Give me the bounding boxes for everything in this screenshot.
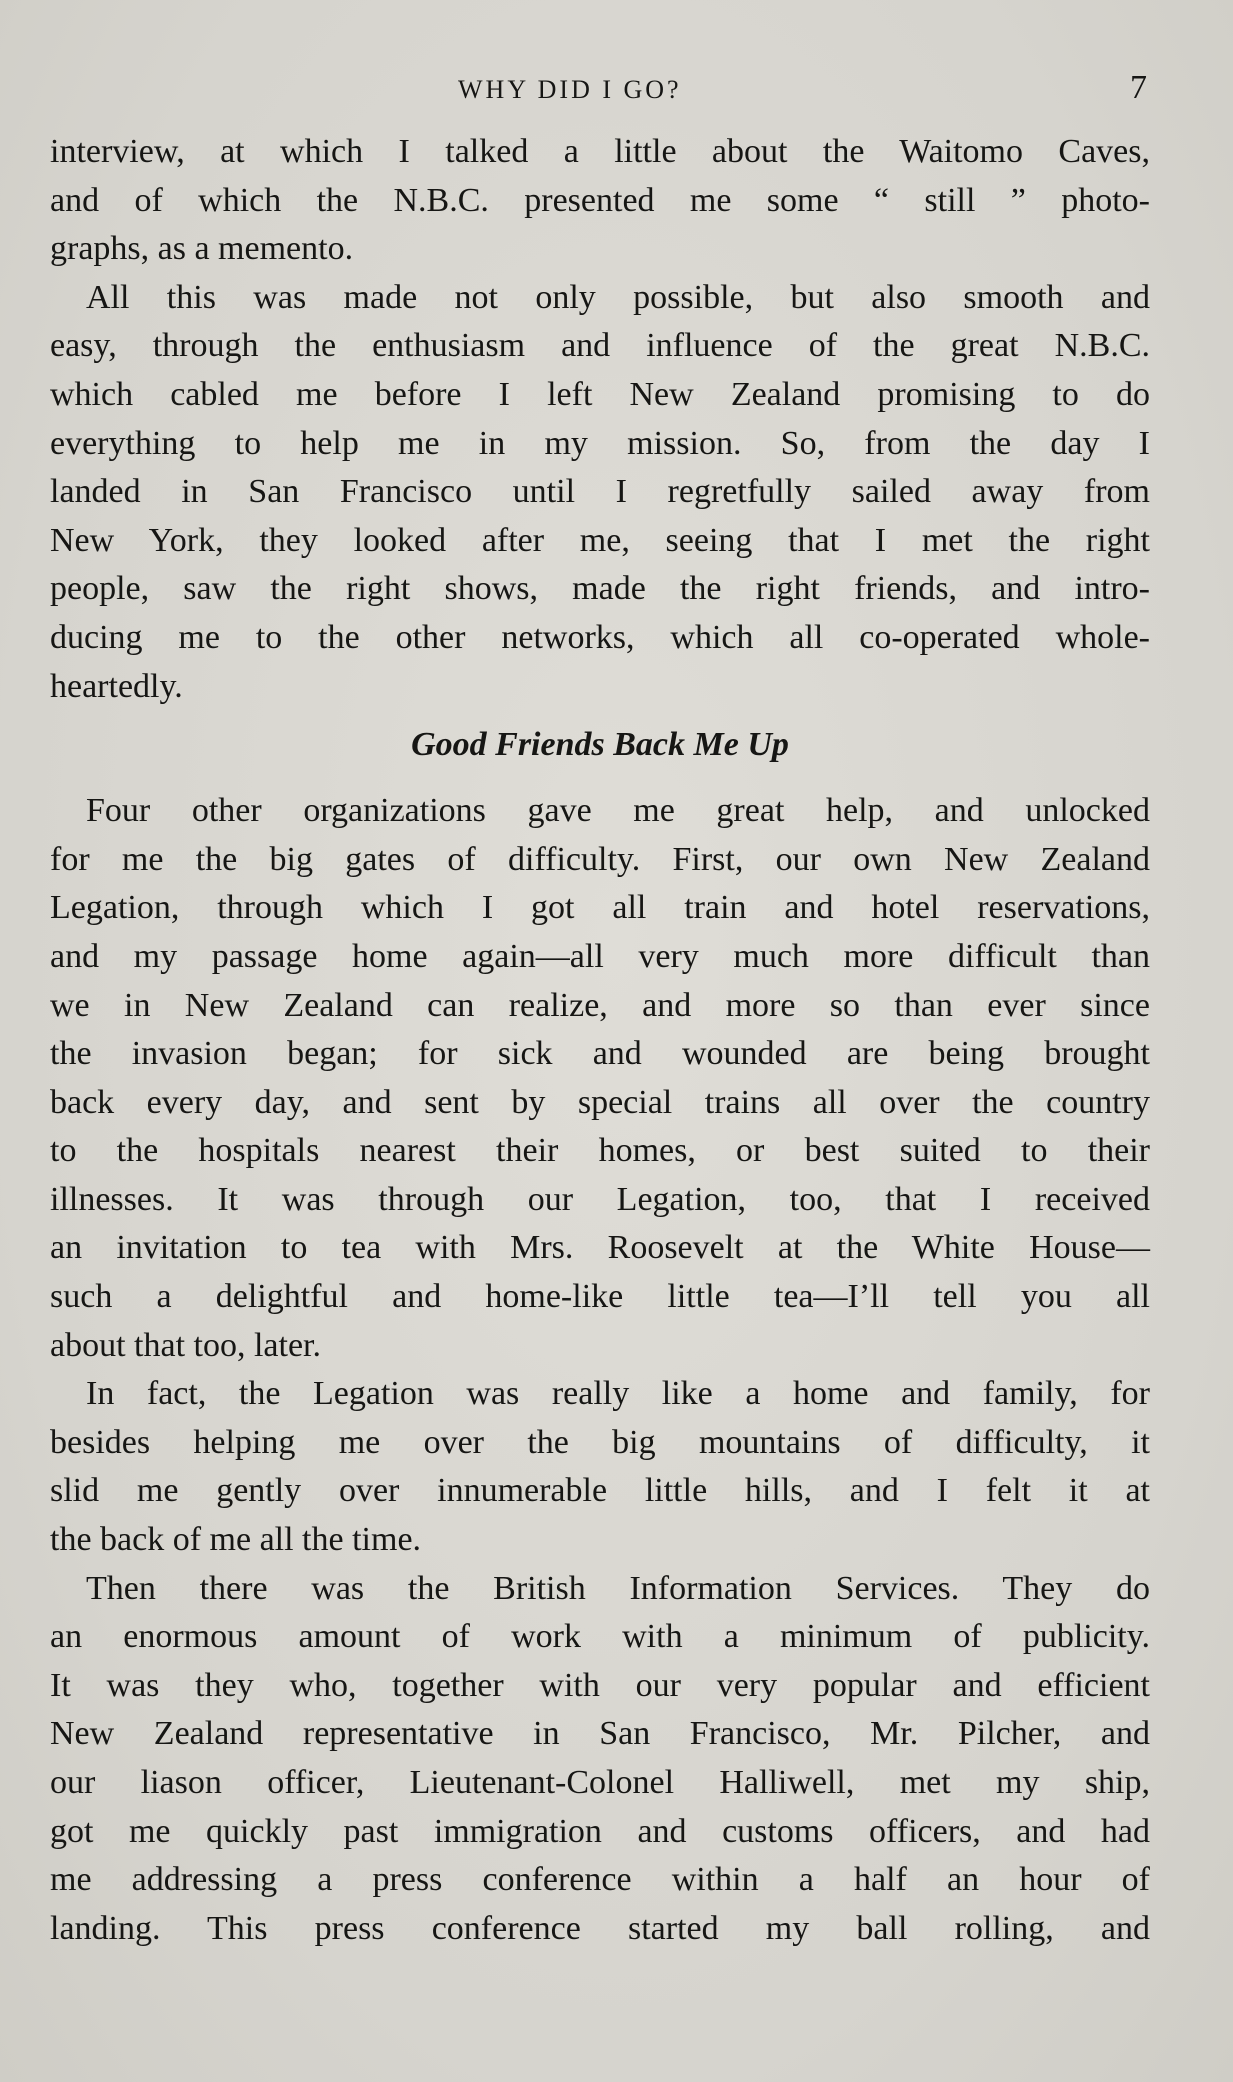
paragraph <box>50 1565 1150 1954</box>
text-line: an enormous amount of work with a minimum of publicity. <box>50 1618 1150 1656</box>
running-head <box>0 70 1233 110</box>
text-line: the invasion began; for sick and wounded are being brought <box>50 1035 1150 1073</box>
text-line: interview, at which I talked a little about the Waitomo Caves, <box>50 133 1150 170</box>
text-line: me addressing a press conference within a half an hour of <box>50 1861 1150 1899</box>
text-line: about that too, later. <box>50 1326 321 1364</box>
text-line: which cabled me before I left New Zealand promising to do <box>50 375 1150 413</box>
text-line: In fact, the Legation was really like a home and family, for <box>86 1375 1150 1413</box>
text-line: It was they who, together with our very popular and efficient <box>50 1666 1150 1704</box>
paragraph-continued <box>50 128 1150 274</box>
text-line: the back of me all the time. <box>50 1521 422 1559</box>
text-line: and of which the N.B.C. presented me some “ still ” photo- <box>50 181 1150 219</box>
body-text <box>50 128 1150 1953</box>
text-line: ducing me to the other networks, which all co-operated whole- <box>50 618 1150 656</box>
text-line: New Zealand representative in San Francisco, Mr. Pilcher, and <box>50 1715 1150 1753</box>
text-line: to the hospitals nearest their homes, or best suited to their <box>50 1132 1150 1170</box>
text-line: and my passage home again—all very much more difficult than <box>50 937 1150 975</box>
text-line: All this was made not only possible, but also smooth and <box>86 278 1150 316</box>
paragraph <box>50 274 1150 711</box>
text-line: besides helping me over the big mountains of difficulty, it <box>50 1423 1150 1461</box>
text-line: Four other organizations gave me great help, and unlocked <box>86 792 1150 830</box>
text-line: got me quickly past immigration and customs officers, and had <box>50 1812 1150 1850</box>
text-line: everything to help me in my mission. So, from the day I <box>50 424 1150 462</box>
page-number: 7 <box>1130 69 1147 106</box>
text-line: Then there was the British Information Services. They do <box>86 1569 1150 1607</box>
text-line: heartedly. <box>50 667 183 705</box>
text-line: landing. This press conference started my ball rolling, and <box>50 1909 1150 1947</box>
section-subheading: Good Friends Back Me Up <box>411 726 789 764</box>
text-line: graphs, as a memento. <box>50 230 354 268</box>
text-line: such a delightful and home-like little tea—I’ll tell you all <box>50 1278 1150 1316</box>
paragraph <box>50 1370 1150 1564</box>
text-line: our liason officer, Lieutenant-Colonel Halliwell, met my ship, <box>50 1764 1150 1801</box>
text-line: New York, they looked after me, seeing that I met the right <box>50 521 1150 559</box>
text-line: people, saw the right shows, made the right friends, and intro- <box>50 570 1150 608</box>
text-line: an invitation to tea with Mrs. Roosevelt at the White House— <box>50 1229 1150 1267</box>
text-line: Legation, through which I got all train and hotel reservations, <box>50 889 1150 927</box>
text-line: we in New Zealand can realize, and more so than ever since <box>50 986 1150 1024</box>
text-line: slid me gently over innumerable little hills, and I felt it at <box>50 1472 1150 1510</box>
running-title: WHY DID I GO? <box>458 75 682 104</box>
text-line: easy, through the enthusiasm and influence of the great N.B.C. <box>50 327 1150 365</box>
text-line: back every day, and sent by special trains all over the country <box>50 1083 1150 1121</box>
paragraph <box>50 787 1150 1370</box>
text-line: landed in San Francisco until I regretfully sailed away from <box>50 473 1150 511</box>
text-line: illnesses. It was through our Legation, too, that I received <box>50 1180 1150 1218</box>
text-line: for me the big gates of difficulty. First, our own New Zealand <box>50 840 1150 878</box>
